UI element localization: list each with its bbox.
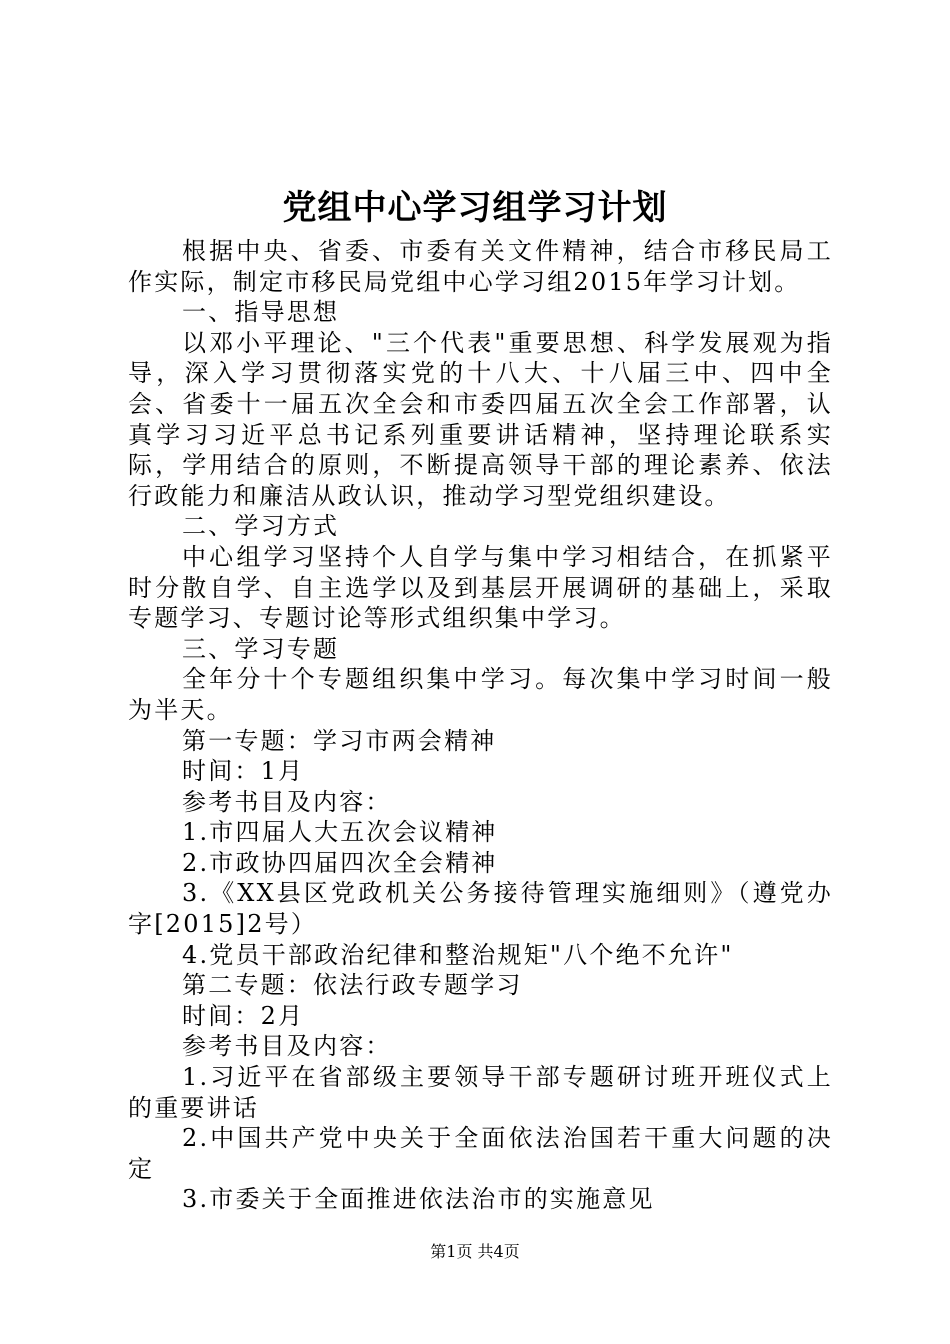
topic-2-item-2: 2.中国共产党中央关于全面依法治国若干重大问题的决定 [128, 1124, 833, 1183]
topic-1-item-4: 4.党员干部政治纪律和整治规矩"八个绝不允许" [182, 940, 734, 969]
topic-2-item-1: 1.习近平在省部级主要领导干部专题研讨班开班仪式上的重要讲话 [128, 1063, 833, 1122]
heading-guiding-ideology: 一、指导思想 [182, 298, 340, 327]
topic-1-time: 时间：1月 [182, 757, 305, 786]
document-body [128, 236, 833, 1215]
paragraph-guiding-ideology: 以邓小平理论、"三个代表"重要思想、科学发展观为指导，深入学习贯彻落实党的十八大、十八届三中、四中全会、省委十一届五次全会和市委四届五次全会工作部署，认真学习习近平总书记系列重要讲话精神，坚持理论联系实际，学用结合的原则，不断提高领导干部的理论素养、依法行政能力和廉洁从政认识，推动学习型党组织建设。 [128, 328, 833, 510]
topic-1-item-3: 3.《XX县区党政机关公务接待管理实施细则》（遵党办字[2015]2号） [128, 879, 833, 939]
paragraph-study-topics: 全年分十个专题组织集中学习。每次集中学习时间一般为半天。 [128, 665, 833, 724]
topic-1-title: 第一专题：学习市两会精神 [182, 726, 497, 755]
topic-2-item-3: 3.市委关于全面推进依法治市的实施意见 [182, 1185, 655, 1214]
heading-study-method: 二、学习方式 [182, 512, 340, 541]
document-title: 党组中心学习组学习计划 [282, 188, 668, 228]
topic-1-item-1: 1.市四届人大五次会议精神 [182, 818, 498, 847]
topic-1-item-2: 2.市政协四届四次全会精神 [182, 848, 498, 877]
page-number-footer: 第1页 共4页 [430, 1242, 520, 1261]
paragraph-intro: 根据中央、省委、市委有关文件精神，结合市移民局工作实际，制定市移民局党组中心学习组2015年学习计划。 [128, 237, 833, 296]
topic-2-title: 第二专题：依法行政专题学习 [182, 971, 523, 1000]
topic-2-time: 时间：2月 [182, 1001, 305, 1030]
topic-1-references-label: 参考书目及内容： [182, 787, 392, 816]
heading-study-topics: 三、学习专题 [182, 634, 340, 663]
paragraph-study-method: 中心组学习坚持个人自学与集中学习相结合，在抓紧平时分散自学、自主选学以及到基层开展调研的基础上，采取专题学习、专题讨论等形式组织集中学习。 [128, 542, 833, 633]
topic-2-references-label: 参考书目及内容： [182, 1032, 392, 1061]
